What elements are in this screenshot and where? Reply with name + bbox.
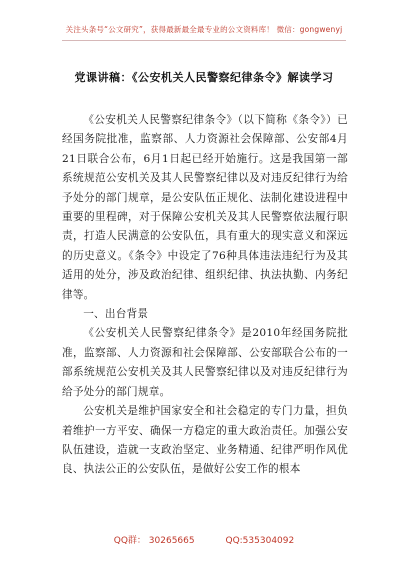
footer <box>0 533 408 546</box>
paragraph-background: 《公安机关人民警察纪律条令》是2010年经国务院批准，监察部、人力资源和社会保障部、公安部联合公布的一部系统规范公安机关及其人民警察纪律以及对违反纪律行为给予处分的部门规章。 <box>62 327 348 398</box>
paragraph-police-role: 公安机关是维护国家安全和社会稳定的专门力量，担负着维护一方平安、确保一方稳定的重大政治责任。加强公安队伍建设，造就一支政治坚定、业务精通、纪律严明作风优良、执法公正的公安队伍，是做好公安工作的根本 <box>62 405 348 476</box>
document-body <box>62 111 348 480</box>
header-divider <box>62 40 346 41</box>
section-heading-background: 一、出台背景 <box>83 308 149 321</box>
footer-qq-group: QQ群： 30265665 <box>113 536 195 546</box>
footer-qq-contact: QQ:535304092 <box>225 536 295 546</box>
header-note: 关注头条号“公文研究”，获得最新最全最专业的公文资料库！ 微信：gongwenyj <box>65 25 343 34</box>
document-title: 党课讲稿：《公安机关人民警察纪律条令》解读学习 <box>74 71 334 84</box>
paragraph-intro: 《公安机关人民警察纪律条令》（以下简称《条令》）已经国务院批准，监察部、人力资源社会保障部、公安部4月21日联合公布，6月1日起已经开始施行。这是我国第一部系统规范公安机关及其人民警察纪律以及对违反纪律行为给予处分的部门规章，是公安队伍正规化、法制化建设进程中重要的里程碑，对于保障公安机关及其人民警察依法履行职责，打造人民满意的公安队伍，具有重大的现实意义和深远的历史意义。《条令》中设定了76种具体违法违纪行为及其适用的处分，涉及政治纪律、组织纪律、执法执勤、内务纪律等。 <box>62 114 348 301</box>
